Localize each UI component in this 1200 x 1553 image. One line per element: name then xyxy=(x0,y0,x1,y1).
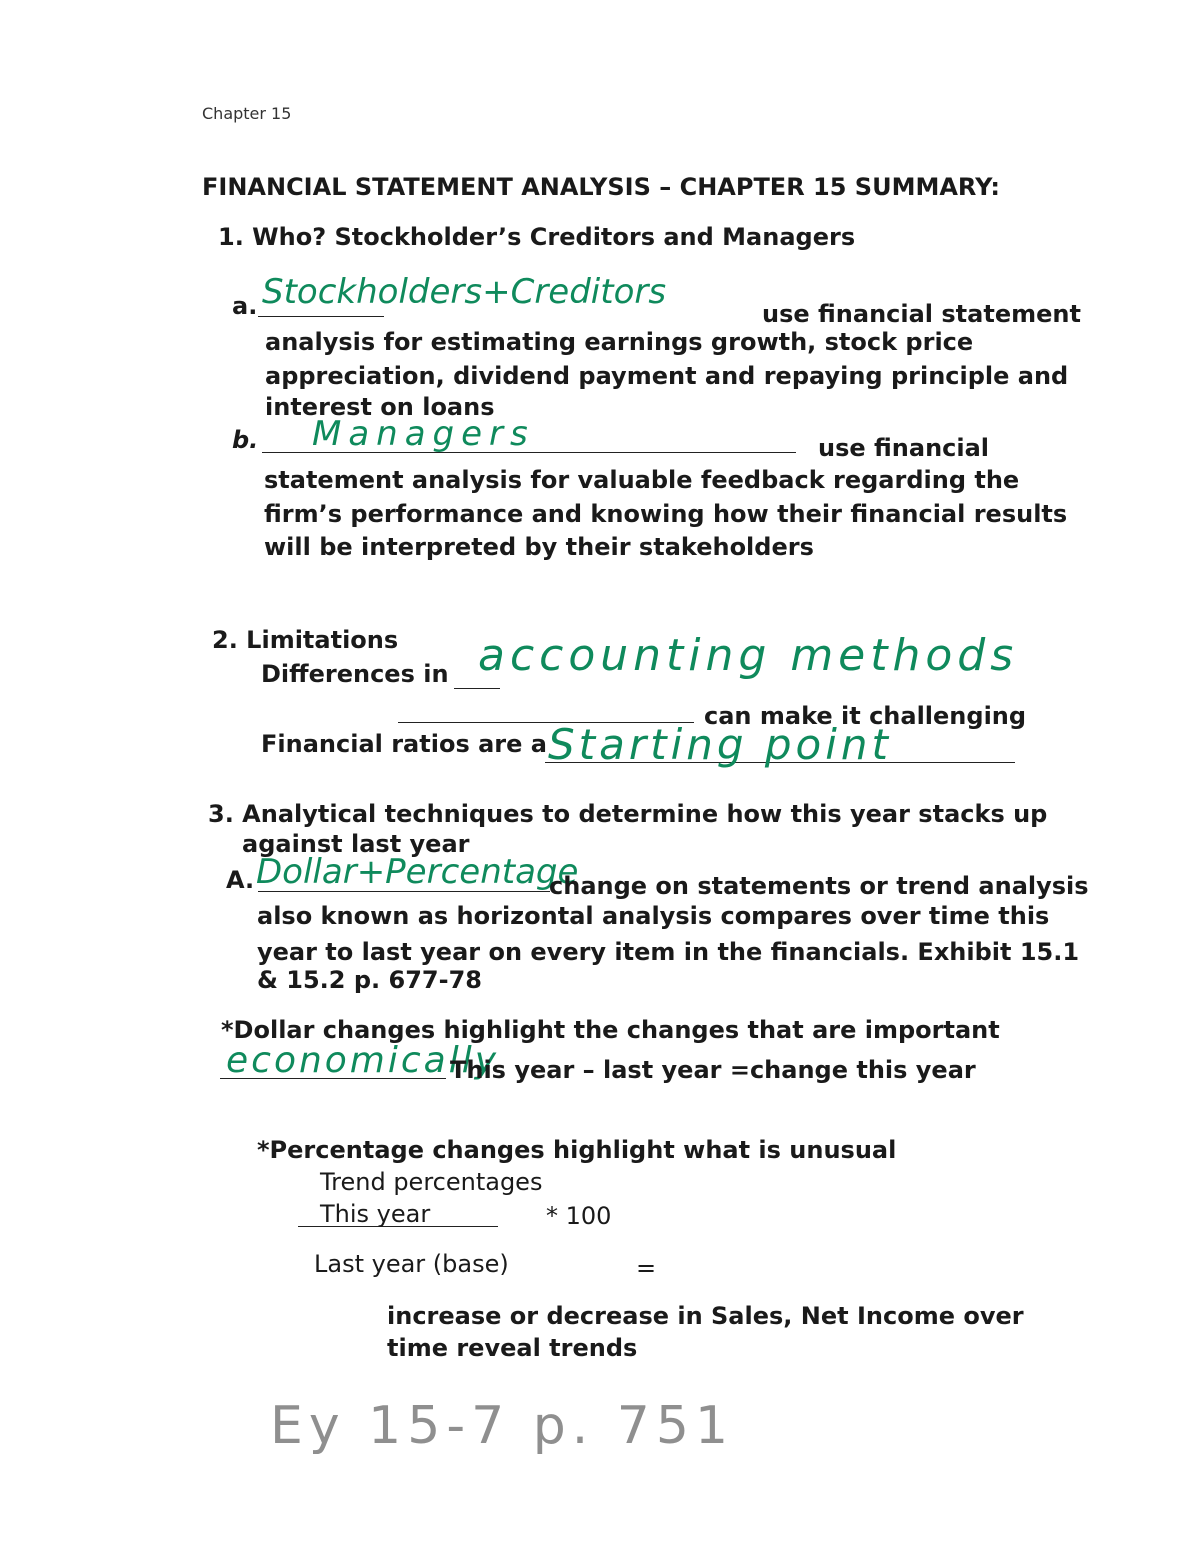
handwritten-starting-point: Starting point xyxy=(548,720,893,769)
item-a-line-3: appreciation, dividend payment and repaying principle and xyxy=(265,362,1069,390)
item-a-marker: a. xyxy=(232,292,258,320)
numerator-this-year: This year xyxy=(320,1200,431,1228)
item-b-line-1: use financial xyxy=(818,434,990,462)
item-b-marker: b. xyxy=(232,426,259,454)
section-3-heading-line-2: against last year xyxy=(242,830,470,858)
percentage-changes-note: *Percentage changes highlight what is unusual xyxy=(257,1136,897,1164)
item-b-line-4: will be interpreted by their stakeholders xyxy=(264,533,814,561)
trend-percentages-label: Trend percentages xyxy=(320,1168,543,1196)
equals-sign: = xyxy=(636,1254,657,1282)
item-A-marker: A. xyxy=(226,866,255,894)
handwritten-economically: economically xyxy=(226,1040,500,1081)
differences-prefix: Differences in xyxy=(261,660,449,688)
section-3-heading-line-1: 3. Analytical techniques to determine how this year stacks up xyxy=(208,800,1048,828)
handwritten-stockholders-creditors: Stockholders+Creditors xyxy=(262,272,667,312)
dollar-changes-note: *Dollar changes highlight the changes that are important xyxy=(221,1016,1000,1044)
page-title: FINANCIAL STATEMENT ANALYSIS – CHAPTER 15 SUMMARY: xyxy=(202,173,1000,201)
multiplier-100: * 100 xyxy=(546,1202,612,1230)
section-1-heading: 1. Who? Stockholder’s Creditors and Managers xyxy=(218,223,856,251)
dollar-formula: This year – last year =change this year xyxy=(450,1056,976,1084)
denominator-last-year: Last year (base) xyxy=(314,1250,509,1278)
item-b-line-3: firm’s performance and knowing how their financial results xyxy=(264,500,1068,528)
handwritten-managers: Managers xyxy=(312,414,535,454)
item-A-line-4: & 15.2 p. 677-78 xyxy=(257,966,482,994)
section-2-heading: 2. Limitations xyxy=(212,626,399,654)
differences-blank-line xyxy=(454,688,500,689)
item-b-line-2: statement analysis for valuable feedback regarding the xyxy=(264,466,1020,494)
chapter-header: Chapter 15 xyxy=(202,104,292,123)
item-a-line-1: use financial statement xyxy=(762,300,1081,328)
trend-result-line-2: time reveal trends xyxy=(387,1334,638,1362)
item-A-line-2: also known as horizontal analysis compares over time this xyxy=(257,902,1050,930)
item-a-blank-line xyxy=(258,316,384,317)
handwritten-accounting-methods: accounting methods xyxy=(478,630,1019,681)
handwritten-exercise-reference: Ey 15-7 p. 751 xyxy=(270,1396,735,1456)
item-A-line-3: year to last year on every item in the financials. Exhibit 15.1 xyxy=(257,938,1080,966)
item-a-line-2: analysis for estimating earnings growth, stock price xyxy=(265,328,974,356)
challenging-text: can make it challenging xyxy=(704,702,1027,730)
ratios-prefix: Financial ratios are a xyxy=(261,730,547,758)
handwritten-dollar-percentage: Dollar+Percentage xyxy=(256,852,579,892)
item-A-line-1: change on statements or trend analysis xyxy=(549,872,1089,900)
trend-result-line-1: increase or decrease in Sales, Net Income over xyxy=(387,1302,1024,1330)
item-a-line-4: interest on loans xyxy=(265,393,495,421)
